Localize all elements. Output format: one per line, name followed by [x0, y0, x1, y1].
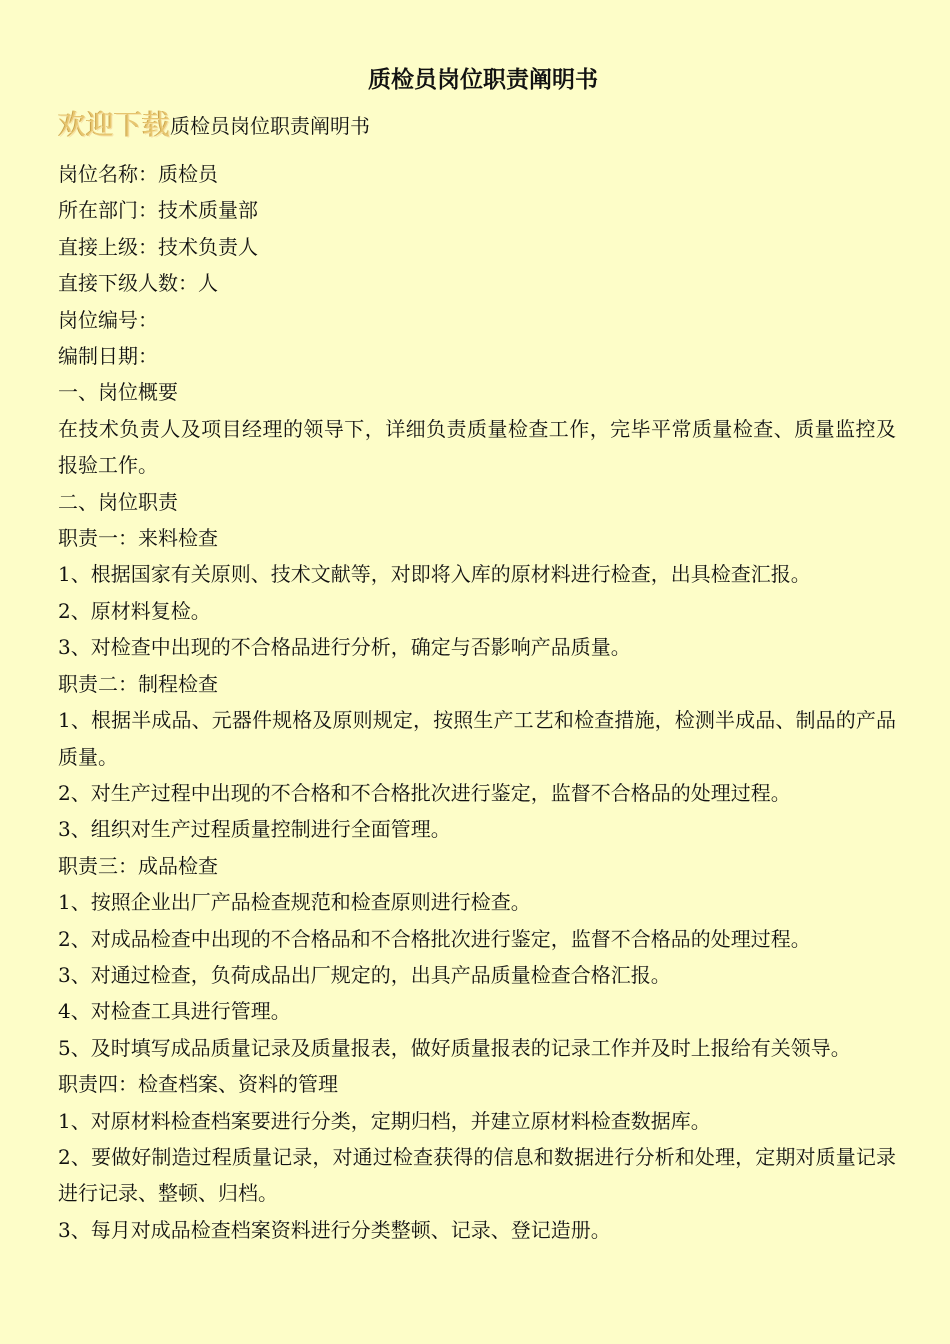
- duty-three-item-1: 1、按照企业出厂产品检查规范和检查原则进行检查。: [58, 890, 531, 915]
- duty-three-heading: 职责三：成品检查: [58, 853, 218, 878]
- document-title: 质检员岗位职责阐明书: [368, 66, 598, 93]
- duty-four-item-2: 2、要做好制造过程质量记录，对通过检查获得的信息和数据进行分析和处理，定期对质量记录进行记录、整顿、归档。: [58, 1144, 896, 1206]
- section-heading-duties: 二、岗位职责: [58, 489, 178, 514]
- duty-three-item-3: 3、对通过检查，负荷成品出厂规定的，出具产品质量检查合格汇报。: [58, 962, 671, 987]
- overview-paragraph: 在技术负责人及项目经理的领导下，详细负责质量检查工作，完毕平常质量检查、质量监控及报验工作。: [58, 416, 896, 478]
- document-subtitle: 质检员岗位职责阐明书: [170, 114, 371, 138]
- duty-two-item-1: 1、根据半成品、元器件规格及原则规定，按照生产工艺和检查措施，检测半成品、制品的产品质量。: [58, 708, 896, 769]
- duty-two-heading: 职责二：制程检查: [58, 671, 218, 696]
- document-body: [58, 156, 908, 1248]
- duty-two-item-2: 2、对生产过程中出现的不合格和不合格批次进行鉴定，监督不合格品的处理过程。: [58, 780, 791, 805]
- welcome-download-watermark: 欢迎下载: [58, 108, 171, 141]
- duty-one-heading: 职责一：来料检查: [58, 526, 218, 551]
- duty-three-item-2: 2、对成品检查中出现的不合格品和不合格批次进行鉴定，监督不合格品的处理过程。: [58, 926, 811, 951]
- duty-three-item-5: 5、及时填写成品质量记录及质量报表，做好质量报表的记录工作并及时上报给有关领导。: [58, 1035, 851, 1060]
- duty-four-heading: 职责四：检查档案、资料的管理: [58, 1072, 338, 1097]
- header-line: [58, 102, 908, 148]
- direct-superior-line: 直接上级：技术负责人: [58, 234, 258, 259]
- prepared-date-line: 编制日期：: [58, 344, 158, 369]
- duty-one-item-3: 3、对检查中出现的不合格品进行分析，确定与否影响产品质量。: [58, 635, 631, 660]
- duty-two-item-3: 3、组织对生产过程质量控制进行全面管理。: [58, 817, 451, 842]
- duty-four-item-1: 1、对原材料检查档案要进行分类，定期归档，并建立原材料检查数据库。: [58, 1108, 711, 1133]
- duty-one-item-2: 2、原材料复检。: [58, 598, 211, 623]
- subordinates-count-line: 直接下级人数：人: [58, 271, 218, 296]
- post-number-line: 岗位编号：: [58, 307, 158, 332]
- duty-one-item-1: 1、根据国家有关原则、技术文献等，对即将入库的原材料进行检查，出具检查汇报。: [58, 562, 811, 587]
- document-page: [58, 62, 908, 1248]
- section-heading-overview: 一、岗位概要: [58, 380, 178, 405]
- duty-four-item-3: 3、每月对成品检查档案资料进行分类整顿、记录、登记造册。: [58, 1217, 611, 1242]
- duty-three-item-4: 4、对检查工具进行管理。: [58, 999, 291, 1024]
- post-name-line: 岗位名称：质检员: [58, 162, 218, 186]
- department-line: 所在部门：技术质量部: [58, 198, 258, 223]
